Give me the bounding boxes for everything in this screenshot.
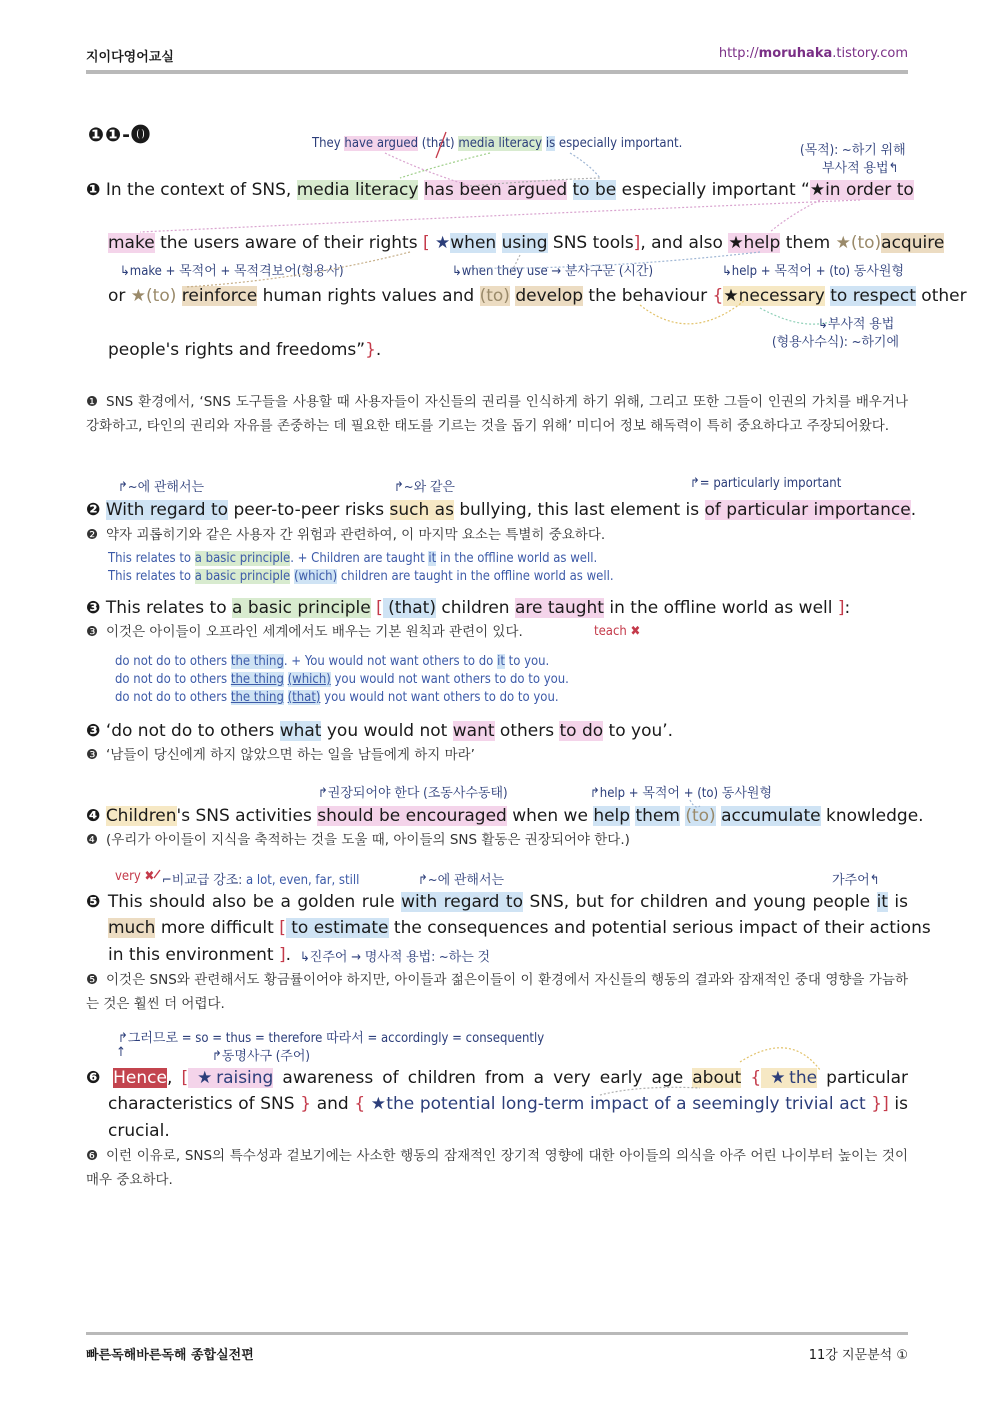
s1-line-2: [108, 233, 945, 253]
s6-crucial: crucial.: [108, 1121, 170, 1141]
s1-star: ★: [429, 233, 451, 253]
s5-regard-annotation: ↱~에 관해서는: [418, 873, 505, 888]
s2-number: ❷: [86, 500, 101, 520]
s6-l1-b: ,: [166, 1068, 182, 1088]
s1-has-been-argued: has been argued: [423, 180, 568, 200]
url-prefix: http://: [718, 46, 759, 61]
s2-f: .: [910, 500, 917, 520]
s1-adjective-annotation: (형용사수식): ~하기에: [772, 335, 900, 350]
s5-l2-b: more difficult: [155, 918, 280, 938]
s1-to-2: ★(to): [130, 286, 177, 306]
s5-line-3: [108, 945, 308, 965]
s1-to-be: to be: [572, 180, 617, 200]
s1-adverbial2-annotation: ↳부사적 용법: [818, 317, 895, 332]
s6-l1-j: particular: [817, 1068, 909, 1088]
s3-number: ❸: [86, 598, 101, 618]
s1-bracket-close: ]: [633, 233, 641, 253]
s1-l3-d: human rights values and: [257, 286, 480, 306]
s6-the: ★the: [761, 1068, 818, 1088]
url-bold: moruhaka: [758, 46, 833, 61]
s6-brace-close-2: }: [871, 1094, 883, 1114]
arrow-in-order-to: [140, 200, 860, 232]
s1-when-annotation: ↳when they use → 분사구문 (시간): [452, 264, 654, 279]
s4-anno-passive: ↱권장되어야 한다 (조동사수동태): [318, 786, 508, 801]
s4-b: 's SNS activities: [176, 806, 318, 826]
arrow-is: [570, 153, 600, 178]
s6-up-arrow: ↑: [116, 1045, 126, 1060]
s3b-sub-1: [115, 653, 549, 671]
s5-l3-c: .: [285, 945, 292, 965]
anno-media-literacy: media literacy: [458, 136, 543, 151]
s6-the-wrap: [761, 1068, 817, 1088]
s3b-sub3-thing: the thing: [230, 690, 284, 705]
s1-l2-b: the users aware of their rights: [154, 233, 423, 253]
s5-much: much: [108, 918, 156, 938]
s2-anno-such-as: ↱~와 같은: [394, 480, 455, 495]
s3b-sub1-thing: the thing: [230, 654, 284, 669]
s6-line-3: [108, 1121, 308, 1141]
s3b-line: [86, 721, 908, 741]
s1-purpose-annotation: (목적): ~하기 위해: [800, 143, 906, 158]
s6-l2-c: and: [311, 1094, 355, 1114]
s3-ko-text: 이것은 아이들이 오프라인 세계에서도 배우는 기본 원칙과 관련이 있다.: [106, 624, 523, 640]
anno-that: (that): [421, 136, 455, 151]
s1-develop: develop: [515, 286, 584, 306]
s1-to-3: (to): [479, 286, 510, 306]
s5-very-annotation: very ✖: [115, 869, 155, 884]
s3-sub2-which: (which): [293, 569, 338, 584]
s6-l2-a: characteristics of SNS: [108, 1094, 301, 1114]
s4-ko-text: (우리가 아이들이 지식을 축적하는 것을 도울 때, 아이들의 SNS 활동은 권장되어야 한다.): [106, 832, 630, 848]
s5-number: ❺: [86, 892, 102, 912]
s1-help-annotation: ↳help + 목적어 + (to) 동사원형: [722, 264, 905, 279]
s3-bracket-close: ]: [837, 598, 845, 618]
s1-ko-num: ❶: [86, 394, 99, 410]
s5-to-estimate: to estimate: [285, 918, 389, 938]
s3-j: :: [844, 598, 851, 618]
s3b-sub2-thing: the thing: [230, 672, 284, 687]
section-number: ❶❶-⓿: [88, 124, 152, 146]
s6-line-2: [108, 1094, 908, 1114]
s4-d: when we: [506, 806, 594, 826]
s6-hence-annotation: ↱그러므로 = so = thus = therefore 따라서 = accordingly = consequently: [118, 1031, 545, 1046]
s2-with-regard-to: With regard to: [105, 500, 229, 520]
s1-l3-k: other: [915, 286, 967, 306]
s5-l2-e: the consequences and potential serious impact of their actions: [388, 918, 931, 938]
s5-cmp-label: ⌐비교급 강조:: [162, 873, 246, 888]
s1-acquire: acquire: [881, 233, 945, 253]
s3-basic-principle: a basic principle: [232, 598, 371, 618]
s3-teach-annotation: teach ✖: [594, 624, 641, 639]
s5-bracket-close: ]: [279, 945, 286, 965]
s5-l3-a: in this environment: [108, 945, 279, 965]
s1-in-order-to: ★in order to: [809, 180, 914, 200]
anno-they: They: [312, 136, 341, 151]
s1-line-3: [108, 286, 967, 306]
s3-sub1-e: in the offline world as well.: [436, 551, 598, 566]
s5-l1-c: SNS, but for children and young people: [522, 892, 877, 912]
s2-anno-regard: ↱~에 관해서는: [118, 480, 205, 495]
s5-l1-e: is: [887, 892, 909, 912]
s5-cmp-words: a lot, even, far, still: [245, 873, 360, 888]
s3b-sub2-e: you would not want others to do to you.: [330, 672, 569, 687]
s3b-e: others: [494, 721, 560, 741]
s3-are-taught: are taught: [514, 598, 604, 618]
page-header: [86, 46, 908, 66]
s3b-sub1-c: . + You would not want others to do: [283, 654, 498, 669]
s2-korean: [86, 523, 908, 547]
arrow-media-literacy: [400, 153, 490, 178]
s3b-sub3-e: you would not want others to do to you.: [320, 690, 559, 705]
s1-help: ★help: [728, 233, 781, 253]
footer-rule: [86, 1332, 908, 1335]
s1-l3-a: or: [108, 286, 131, 306]
s3b-to-do: to do: [559, 721, 604, 741]
s1-ko-text: SNS 환경에서, ‘SNS 도구들을 사용할 때 사용자들이 자신들의 권리를 인식하게 하기 위해, 그리고 또한 그들이 인권의 가치를 배우거나 강화하고, 타인의 권리와 자유를 존중하는 데 필요한 태도를 기르는 것을 돕기 위해’ 미디어 정보 해독력이 특히 중요하다고 주장되어왔다.: [86, 394, 908, 434]
s1-l1-e: especially important “: [616, 180, 810, 200]
s1-using: using: [501, 233, 548, 253]
s1-l4-c: .: [375, 340, 382, 360]
arrow-help: [770, 200, 820, 232]
footer-book-title: 빠른독해바른독해 종합실전편: [86, 1348, 254, 1363]
s1-reinforce: reinforce: [181, 286, 258, 306]
s6-raising: ★raising: [188, 1068, 274, 1088]
s4-should-be-encouraged: should be encouraged: [317, 806, 507, 826]
header-rule: [86, 70, 908, 74]
s3-a: This relates to: [105, 598, 233, 618]
s6-bracket-close: ]: [882, 1094, 889, 1114]
s5-subject-annotation: ↳진주어 → 명사적 용법: ~하는 것: [300, 950, 491, 965]
s1-top-annotation: [312, 136, 682, 151]
s3-sub2-a: This relates to: [108, 569, 195, 584]
s4-number: ❹: [86, 806, 101, 826]
s6-brace-close-1: }: [300, 1094, 312, 1114]
s3-sub-1: [108, 550, 597, 568]
s3b-sub3-a: do not do to others: [115, 690, 231, 705]
s3-korean: [86, 620, 646, 644]
s6-ko-num: ❻: [86, 1148, 99, 1164]
s3-sub2-principle: a basic principle: [194, 569, 291, 584]
s4-help: help: [593, 806, 631, 826]
s3-sub-2: [108, 568, 614, 586]
s2-ko-num: ❷: [86, 527, 99, 543]
s3b-ko-text: ‘남들이 당신에게 하지 않았으면 하는 일을 남들에게 하지 마라’: [106, 747, 475, 763]
s6-hence: Hence: [113, 1068, 167, 1088]
header-url[interactable]: [719, 46, 908, 61]
s3b-sub1-e: to you.: [504, 654, 550, 669]
s6-bracket-open: [: [181, 1068, 189, 1088]
s3-ko-num: ❸: [86, 624, 99, 640]
s1-make-annotation: ↳make + 목적어 + 목적격보어(형용사): [120, 264, 344, 279]
s1-necessary: ★necessary: [723, 286, 825, 306]
s2-b: peer-to-peer risks: [228, 500, 390, 520]
brand-title: 지이다영어교실: [86, 50, 174, 65]
s4-them: them: [635, 806, 680, 826]
s5-korean: [86, 968, 908, 1016]
s1-l3-b-wrap: [131, 286, 177, 306]
s3-sub2-e: children are taught in the offline world as well.: [337, 569, 614, 584]
s3-sub1-principle: a basic principle: [194, 551, 291, 566]
s4-korean: [86, 828, 908, 852]
s1-l3-g: the behaviour: [583, 286, 713, 306]
s6-line-1: [86, 1068, 908, 1088]
s6-l1-g: [741, 1068, 750, 1088]
s1-line-4: [108, 340, 708, 360]
s3b-g: to you’.: [603, 721, 674, 741]
s4-children: Children: [105, 806, 177, 826]
s4-anno-help: ↱help + 목적어 + (to) 동사원형: [590, 786, 773, 801]
s1-make: make: [108, 233, 155, 253]
s2-ko-text: 약자 괴롭히기와 같은 사용자 간 위험과 관련하여, 이 마지막 요소는 특별히 중요하다.: [106, 527, 606, 543]
s1-media-literacy: media literacy: [296, 180, 419, 200]
s1-brace-close: }: [365, 340, 376, 360]
strike-very: [154, 870, 160, 878]
s3-h: in the offline world as well: [603, 598, 838, 618]
s1-when: when: [450, 233, 497, 253]
s4-k: knowledge.: [820, 806, 924, 826]
s5-l1-a: This should also be a golden rule: [107, 892, 402, 912]
s5-with-regard-to: with regard to: [401, 892, 523, 912]
s5-comparative-annotation: [162, 869, 359, 888]
s3-f: children: [435, 598, 515, 618]
s4-accumulate: accumulate: [721, 806, 821, 826]
s6-ko-text: 이런 이유로, SNS의 특수성과 겉보기에는 사소한 행동의 잠재적인 장기적 영향에 대한 아이들의 의식을 아주 어린 나이부터 높이는 것이 매우 중요하다.: [86, 1148, 908, 1188]
anno-is: is: [545, 136, 556, 151]
s2-anno-particular: ↱= particularly important: [690, 476, 842, 491]
s5-line-2: [108, 918, 931, 938]
s3b-sub2-a: do not do to others: [115, 672, 231, 687]
url-suffix: .tistory.com: [832, 46, 908, 61]
s1-them: them: [780, 233, 836, 253]
s3-sub1-it: it: [428, 551, 437, 566]
s5-it: it: [876, 892, 888, 912]
s2-line: [86, 500, 917, 520]
s6-about: about: [692, 1068, 742, 1088]
anno-rest: especially important.: [558, 136, 683, 151]
s3b-sub3-that: (that): [287, 690, 321, 705]
arrow-about: [740, 1048, 820, 1070]
s1-to-respect: to respect: [830, 286, 916, 306]
s4-to: (to): [685, 806, 716, 826]
s1-l2-g: SNS tools: [547, 233, 634, 253]
s3-that: (that): [382, 598, 436, 618]
s2-of-particular-importance: of particular importance: [704, 500, 911, 520]
footer-lesson: 11강 지문분석 ①: [808, 1348, 908, 1363]
s3b-number: ❸: [86, 721, 101, 741]
s1-bracket-open: [: [422, 233, 430, 253]
s3-line: [86, 598, 908, 618]
s6-gerund-annotation: ↱동명사구 (주어): [212, 1049, 310, 1064]
s5-ko-num: ❺: [86, 972, 99, 988]
s3b-what: what: [279, 721, 322, 741]
s1-l1-a: In the context of SNS,: [105, 180, 297, 200]
s1-adverbial-annotation: 부사적 용법↰: [822, 161, 899, 176]
s6-brace-open-2: {: [354, 1094, 366, 1114]
s1-line-1: [86, 180, 914, 200]
s4-ko-num: ❹: [86, 832, 99, 848]
s3-sub1-c: . + Children are taught: [290, 551, 429, 566]
s5-line-1: [86, 892, 908, 912]
s1-korean: [86, 390, 908, 438]
s1-l2-i: , and also: [640, 233, 729, 253]
s6-brace-open-1: {: [750, 1068, 762, 1088]
s6-l1-e: awareness of children from a very early age: [273, 1068, 693, 1088]
s6-l2-e: ★the potential long-term impact of a seemingly trivial act: [365, 1094, 872, 1114]
s3b-ko-num: ❸: [86, 747, 99, 763]
anno-have-argued: have argued: [344, 136, 419, 151]
s3b-a: ‘do not do to others: [105, 721, 280, 741]
s1-brace-open: {: [712, 286, 724, 306]
s1-number: ❶: [86, 180, 101, 200]
s3b-c: you would not: [321, 721, 453, 741]
s3b-korean: [86, 743, 908, 767]
s1-to-1: ★(to): [835, 233, 882, 253]
s6-number: ❻: [86, 1068, 105, 1088]
s3b-sub2-which: (which): [287, 672, 331, 687]
s3b-want: want: [452, 721, 495, 741]
s3b-sub1-it: it: [497, 654, 505, 669]
s5-bracket-open: [: [279, 918, 286, 938]
s3b-sub1-a: do not do to others: [115, 654, 231, 669]
s3-bracket-open: [: [376, 598, 383, 618]
s3b-sub-3: [115, 689, 559, 707]
s5-it-annotation: 가주어↰: [832, 873, 880, 888]
s1-l4-a: people's rights and freedoms”: [108, 340, 366, 360]
s3b-sub-2: [115, 671, 569, 689]
s3-sub1-a: This relates to: [108, 551, 195, 566]
s6-raising-wrap: [188, 1068, 273, 1088]
s2-such-as: such as: [389, 500, 454, 520]
s5-ko-text: 이것은 SNS와 관련해서도 황금률이어야 하지만, 아이들과 젊은이들이 이 환경에서 자신들의 행동의 결과와 잠재적인 중대 영향을 가늠하는 것은 훨씬 더 어렵다.: [86, 972, 908, 1012]
s4-line: [86, 806, 924, 826]
s6-l2-h: is: [888, 1094, 908, 1114]
s2-d: bullying, this last element is: [453, 500, 705, 520]
s6-korean: [86, 1144, 908, 1192]
